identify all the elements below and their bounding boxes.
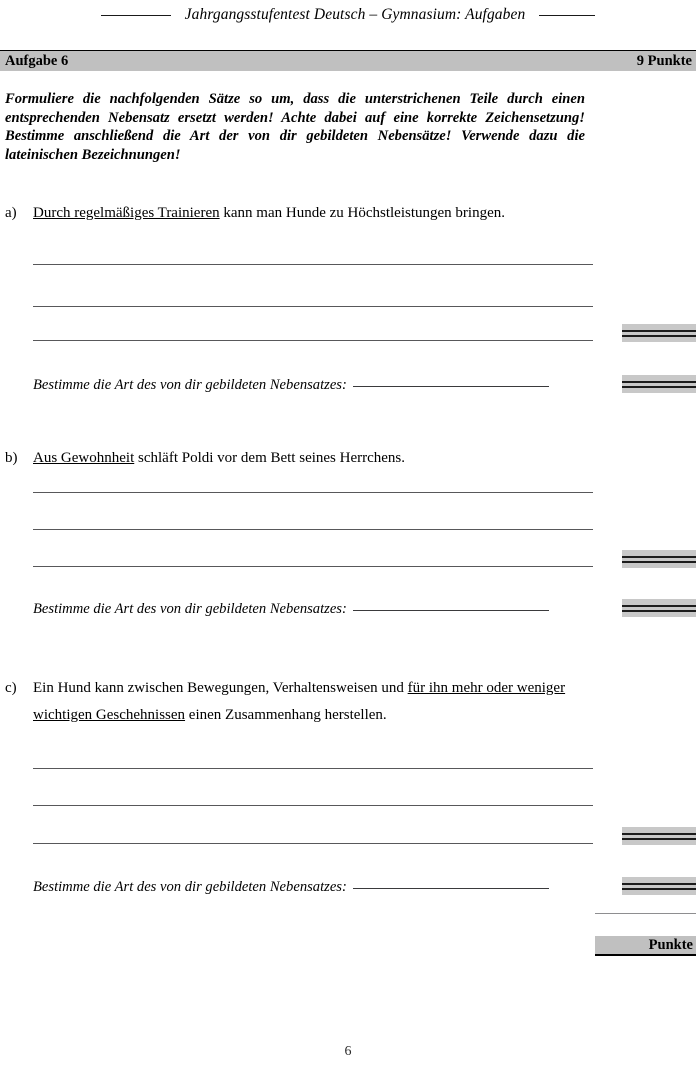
item-marker-b: b) xyxy=(5,450,18,466)
task-header-bar xyxy=(0,50,696,71)
score-box-a-1[interactable] xyxy=(622,324,696,342)
determine-label-a: Bestimme die Art des von dir gebildeten Nebensatzes: xyxy=(33,377,347,393)
answer-line-c-1[interactable] xyxy=(33,768,593,769)
total-separator-rule xyxy=(595,913,696,914)
answer-line-b-2[interactable] xyxy=(33,529,593,530)
score-box-rule-top xyxy=(622,330,696,332)
answer-line-a-3[interactable] xyxy=(33,340,593,341)
score-box-rule-bottom xyxy=(622,610,696,612)
item-sentence-a xyxy=(33,200,605,227)
running-head xyxy=(0,4,696,26)
answer-line-b-3[interactable] xyxy=(33,566,593,567)
item-rest-c: einen Zusammenhang herstellen. xyxy=(185,707,387,723)
score-box-rule-top xyxy=(622,605,696,607)
score-box-b-2[interactable] xyxy=(622,599,696,617)
determine-label-b: Bestimme die Art des von dir gebildeten Nebensatzes: xyxy=(33,601,347,617)
answer-line-a-1[interactable] xyxy=(33,264,593,265)
item-underlined-a: Durch regelmäßiges Trainieren xyxy=(33,205,220,221)
item-underlined-b: Aus Gewohnheit xyxy=(33,450,135,466)
item-underlined-c: für ihn mehr oder weniger wichtigen Geschehnissen xyxy=(33,680,566,723)
item-lead-c: Ein Hund kann zwischen Bewegungen, Verhaltensweisen und xyxy=(33,680,408,696)
answer-line-b-1[interactable] xyxy=(33,492,593,493)
determine-blank-a[interactable] xyxy=(353,386,549,387)
task-title: Aufgabe 6 xyxy=(5,52,69,69)
score-box-rule-bottom xyxy=(622,838,696,840)
task-points-label: 9 Punkte xyxy=(636,52,692,69)
score-box-rule-top xyxy=(622,833,696,835)
score-box-rule-bottom xyxy=(622,561,696,563)
score-box-a-2[interactable] xyxy=(622,375,696,393)
header-title: Jahrgangsstufentest Deutsch – Gymnasium: Aufgaben xyxy=(184,6,526,23)
item-sentence-b xyxy=(33,445,605,472)
determine-blank-b[interactable] xyxy=(353,610,549,611)
exercise-item-b xyxy=(5,445,605,472)
score-box-rule-bottom xyxy=(622,386,696,388)
exercise-item-a xyxy=(5,200,605,227)
instruction-text: Formuliere die nachfolgenden Sätze so um, dass die unterstrichenen Teile durch einen entsprechenden Nebensatz ersetzt werden! Achte dabei auf eine korrekte Zeichensetzung! Bestimme anschließend die Art der von dir gebildeten Nebensätze! Verwende dazu die lateinischen Bezeichnungen! xyxy=(5,91,585,163)
score-box-rule-top xyxy=(622,381,696,383)
score-box-c-1[interactable] xyxy=(622,827,696,845)
score-box-rule-top xyxy=(622,556,696,558)
answer-line-a-2[interactable] xyxy=(33,306,593,307)
header-rule-right xyxy=(539,15,595,16)
score-box-rule-bottom xyxy=(622,335,696,337)
total-points-bar[interactable] xyxy=(595,936,696,956)
exercise-item-c xyxy=(5,675,605,729)
item-marker-c: c) xyxy=(5,680,17,696)
determine-label-c: Bestimme die Art des von dir gebildeten Nebensatzes: xyxy=(33,879,347,895)
item-rest-b: schläft Poldi vor dem Bett seines Herrchens. xyxy=(134,450,406,466)
answer-line-c-2[interactable] xyxy=(33,805,593,806)
score-box-rule-top xyxy=(622,883,696,885)
score-box-c-2[interactable] xyxy=(622,877,696,895)
item-marker-a: a) xyxy=(5,205,17,221)
header-rule-left xyxy=(101,15,171,16)
score-box-rule-bottom xyxy=(622,888,696,890)
determine-row-a xyxy=(33,377,549,394)
score-box-b-1[interactable] xyxy=(622,550,696,568)
total-points-label: Punkte xyxy=(648,936,693,953)
page-number: 6 xyxy=(344,1044,352,1059)
determine-blank-c[interactable] xyxy=(353,888,549,889)
determine-row-b xyxy=(33,601,549,618)
item-sentence-c xyxy=(33,675,605,729)
item-rest-a: kann man Hunde zu Höchstleistungen bringen. xyxy=(219,205,505,221)
determine-row-c xyxy=(33,879,549,896)
answer-line-c-3[interactable] xyxy=(33,843,593,844)
